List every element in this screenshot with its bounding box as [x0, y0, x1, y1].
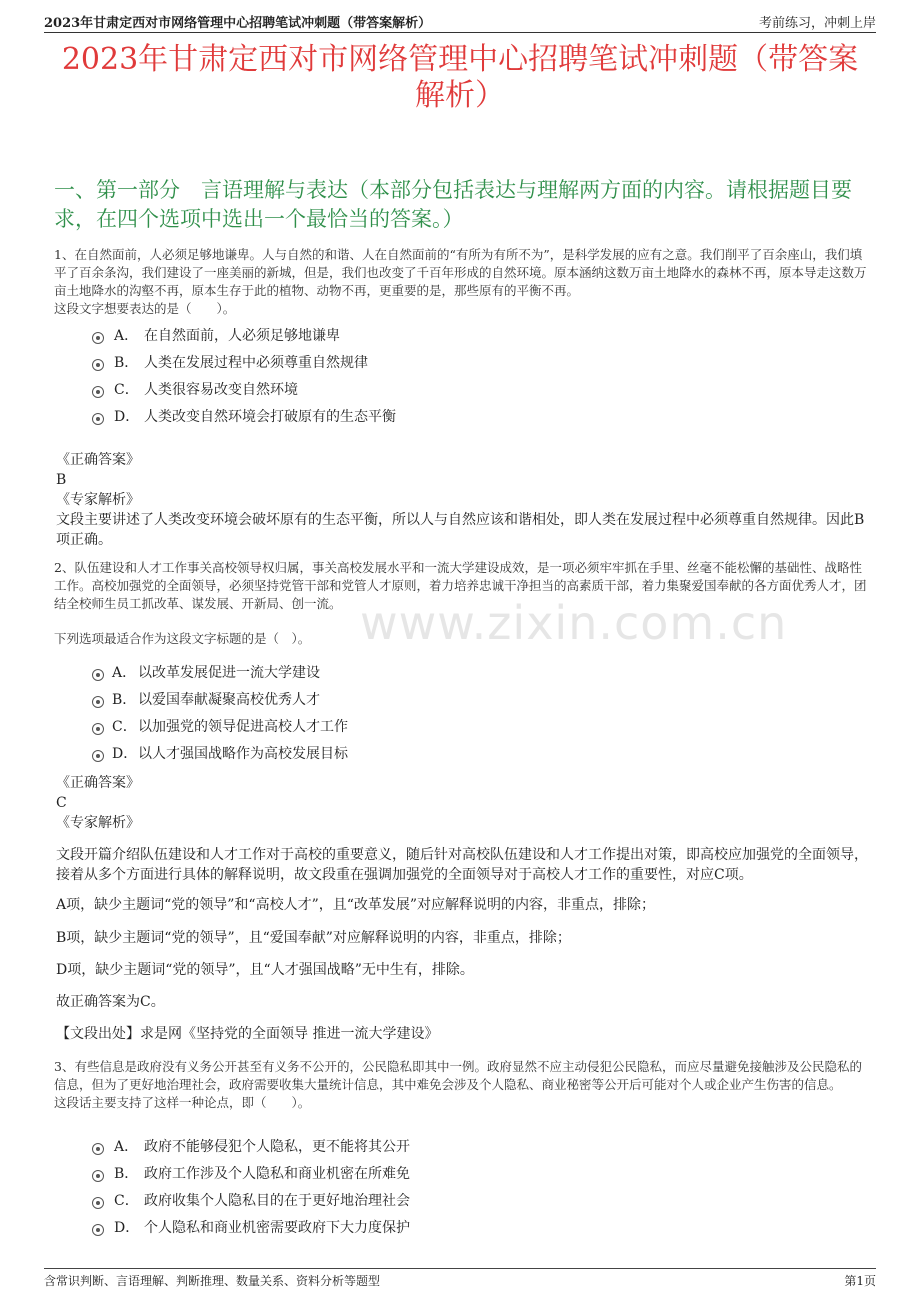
q2-option-b[interactable]: B． 以爱国奉献凝聚高校优秀人才 — [92, 687, 692, 714]
q1-answer-block — [56, 450, 868, 550]
q2-analysis-body — [56, 845, 868, 885]
q3-option-b[interactable]: B． 政府工作涉及个人隐私和商业机密在所难免 — [92, 1161, 692, 1188]
q2-ask-wrap — [54, 630, 868, 648]
radio-icon[interactable] — [92, 1170, 104, 1182]
watermark: www.zixin.com.cn — [360, 596, 788, 650]
q3-stem: 3、有些信息是政府没有义务公开甚至有义务不公开的，公民隐私即其中一例。政府显然不应主动侵犯公民隐私，而应尽量避免接触涉及公民隐私的信息，但为了更好地治理社会，政府需要收集大量统计信息，其中难免会涉及个人隐私、商业秘密等公开后可能对个人或企业产生伤害的信息。 — [54, 1059, 862, 1092]
q2-note-d: D项，缺少主题词“党的领导”，且“人才强国战略”无中生有，排除。 — [56, 962, 474, 978]
radio-icon[interactable] — [92, 669, 104, 681]
q2-options — [92, 660, 692, 768]
q2-note-d-wrap — [56, 960, 868, 980]
radio-icon[interactable] — [92, 332, 104, 344]
header-slogan: 考前练习，冲刺上岸 — [758, 16, 876, 31]
q1-analysis-label: 《专家解析》 — [56, 492, 140, 508]
question-2 — [54, 559, 868, 613]
q3-option-c[interactable]: C． 政府收集个人隐私目的在于更好地治理社会 — [92, 1188, 692, 1215]
q2-option-a[interactable]: A． 以改革发展促进一流大学建设 — [92, 660, 692, 687]
q2-note-a: A项，缺少主题词“党的领导”和“高校人才”，且“改革发展”对应解释说明的内容，非重点，排除； — [56, 897, 656, 913]
q2-analysis-label: 《专家解析》 — [56, 815, 140, 831]
page-header — [44, 10, 876, 33]
q2-answer-block — [56, 773, 868, 833]
q1-option-d[interactable]: D． 人类改变自然环境会打破原有的生态平衡 — [92, 404, 692, 431]
q2-answer-label: 《正确答案》 — [56, 775, 140, 791]
q2-note-a-wrap — [56, 895, 868, 915]
q1-answer: B — [56, 472, 67, 488]
radio-icon[interactable] — [92, 413, 104, 425]
radio-icon[interactable] — [92, 750, 104, 762]
q1-analysis: 文段主要讲述了人类改变环境会破坏原有的生态平衡，所以人与自然应该和谐相处，即人类在发展过程中必须尊重自然规律。因此B项正确。 — [56, 512, 865, 548]
q3-option-d[interactable]: D． 个人隐私和商业机密需要政府下大力度保护 — [92, 1215, 692, 1242]
q3-option-a[interactable]: A． 政府不能够侵犯个人隐私，更不能将其公开 — [92, 1134, 692, 1161]
q1-ask: 这段文字想要表达的是（ ）。 — [54, 301, 236, 316]
question-1 — [54, 246, 868, 318]
radio-icon[interactable] — [92, 386, 104, 398]
q1-options — [92, 323, 692, 431]
radio-icon[interactable] — [92, 696, 104, 708]
q2-source-wrap — [56, 1024, 868, 1044]
q2-option-d[interactable]: D． 以人才强国战略作为高校发展目标 — [92, 741, 692, 768]
q2-source: 【文段出处】求是网《坚持党的全面领导 推进一流大学建设》 — [56, 1026, 439, 1042]
document-title: 2023年甘肃定西对市网络管理中心招聘笔试冲刺题（带答案解析） — [61, 42, 859, 113]
q2-conclusion-wrap — [56, 992, 868, 1012]
q2-answer: C — [56, 795, 67, 811]
footer-page-number: 第1页 — [844, 1274, 876, 1288]
q2-note-b: B项，缺少主题词“党的领导”，且“爱国奉献”对应解释说明的内容，非重点，排除； — [56, 930, 571, 946]
q2-note-b-wrap — [56, 928, 868, 948]
header-doc-title: 2023年甘肃定西对市网络管理中心招聘笔试冲刺题（带答案解析） — [44, 16, 432, 31]
radio-icon[interactable] — [92, 1224, 104, 1236]
q2-ask: 下列选项最适合作为这段文字标题的是（ ）。 — [54, 631, 311, 646]
q1-option-b[interactable]: B． 人类在发展过程中必须尊重自然规律 — [92, 350, 692, 377]
q3-ask: 这段话主要支持了这样一种论点，即（ ）。 — [54, 1095, 311, 1110]
q2-analysis: 文段开篇介绍队伍建设和人才工作对于高校的重要意义，随后针对高校队伍建设和人才工作提出对策，即高校应加强党的全面领导，接着从多个方面进行具体的解释说明，故文段重在强调加强党的全面领导对于高校人才工作的重要性，对应C项。 — [56, 847, 868, 883]
q1-option-a[interactable]: A． 在自然面前，人必须足够地谦卑 — [92, 323, 692, 350]
radio-icon[interactable] — [92, 1143, 104, 1155]
page-footer — [44, 1268, 876, 1289]
radio-icon[interactable] — [92, 359, 104, 371]
q1-stem: 1、在自然面前，人必须足够地谦卑。人与自然的和谐、人在自然面前的“有所为有所不为”，是科学发展的应有之意。我们削平了百余座山，我们填平了百余条沟，我们建设了一座美丽的新城，但是，我们也改变了千百年形成的自然环境。原本涵纳这数万亩土地降水的森林不再，原本导走这数万亩土地降水的沟壑不再，原本生存于此的植物、动物不再，更重要的是，那些原有的平衡不再。 — [54, 247, 867, 298]
q2-stem: 2、队伍建设和人才工作事关高校领导权归属，事关高校发展水平和一流大学建设成效，是一项必须牢牢抓在手里、丝毫不能松懈的基础性、战略性工作。高校加强党的全面领导，必须坚持党管干部和党管人才原则，着力培养忠诚干净担当的高素质干部，着力集聚爱国奉献的各方面优秀人才，团结全校师生员工抓改革、谋发展、开新局、创一流。 — [54, 560, 867, 611]
q1-option-c[interactable]: C． 人类很容易改变自然环境 — [92, 377, 692, 404]
footer-topics: 含常识判断、言语理解、判断推理、数量关系、资料分析等题型 — [44, 1274, 381, 1288]
q2-conclusion: 故正确答案为C。 — [56, 994, 165, 1010]
q3-options — [92, 1134, 692, 1242]
section-heading: 一、第一部分 言语理解与表达（本部分包括表达与理解两方面的内容。请根据题目要求，在四个选项中选出一个最恰当的答案。） — [54, 178, 852, 231]
q2-option-c[interactable]: C． 以加强党的领导促进高校人才工作 — [92, 714, 692, 741]
q1-answer-label: 《正确答案》 — [56, 452, 140, 468]
radio-icon[interactable] — [92, 723, 104, 735]
radio-icon[interactable] — [92, 1197, 104, 1209]
question-3 — [54, 1058, 868, 1112]
